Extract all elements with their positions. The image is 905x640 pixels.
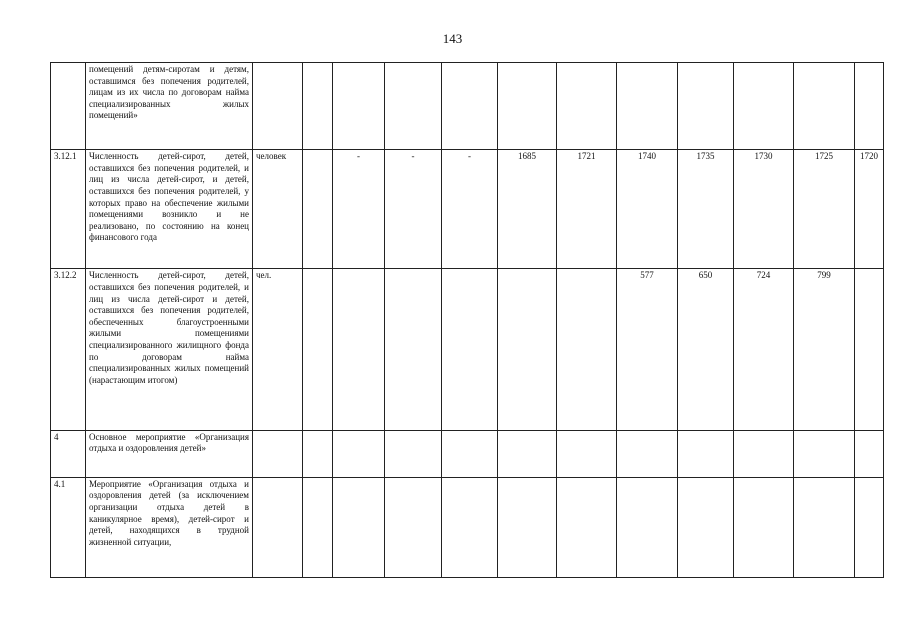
value-cell: - <box>333 150 385 269</box>
value-cell <box>557 430 617 477</box>
table-row <box>51 269 884 430</box>
empty-cell <box>303 430 333 477</box>
table-row <box>51 63 884 150</box>
value-cell: 1725 <box>794 150 855 269</box>
value-cell: 1721 <box>557 150 617 269</box>
value-cell <box>678 63 734 150</box>
value-cell <box>333 477 385 577</box>
value-cell: 650 <box>678 269 734 430</box>
value-cell <box>442 430 498 477</box>
value-cell <box>855 430 884 477</box>
row-unit-cell: чел. <box>253 269 303 430</box>
value-cell <box>617 477 678 577</box>
row-code-cell: 4 <box>51 430 86 477</box>
value-cell <box>498 430 557 477</box>
row-unit-cell: человек <box>253 150 303 269</box>
value-cell <box>557 477 617 577</box>
empty-cell <box>303 477 333 577</box>
value-cell <box>855 269 884 430</box>
value-cell: 577 <box>617 269 678 430</box>
value-cell <box>442 477 498 577</box>
value-cell <box>333 63 385 150</box>
row-code-cell: 3.12.1 <box>51 150 86 269</box>
value-cell <box>557 269 617 430</box>
value-cell <box>385 63 442 150</box>
value-cell: 1720 <box>855 150 884 269</box>
value-cell <box>498 269 557 430</box>
value-cell <box>734 430 794 477</box>
row-description-cell: помещений детям-сиротам и детям, оставшимся без попечения родителей, лицам из их числа по договорам найма специализированных жилых помещений» <box>86 63 253 150</box>
row-code-cell: 4.1 <box>51 477 86 577</box>
row-code-cell <box>51 63 86 150</box>
value-cell <box>385 477 442 577</box>
row-unit-cell <box>253 477 303 577</box>
value-cell <box>794 63 855 150</box>
value-cell: - <box>385 150 442 269</box>
empty-cell <box>303 63 333 150</box>
empty-cell <box>303 269 333 430</box>
value-cell <box>794 477 855 577</box>
value-cell <box>734 477 794 577</box>
value-cell: - <box>442 150 498 269</box>
value-cell <box>333 269 385 430</box>
row-description-cell: Численность детей-сирот, детей, оставшихся без попечения родителей, и лиц из числа детей-сирот, и детей, оставшихся без попечения родителей, у которых право на обеспечение жилыми помещениями возникло и не реализовано, по состоянию на конец финансового года <box>86 150 253 269</box>
value-cell <box>855 63 884 150</box>
row-description-cell: Мероприятие «Организация отдыха и оздоровления детей (за исключением организации отдыха детей в каникулярное время), детей-сирот и детей, находящихся в трудной жизненной ситуации, <box>86 477 253 577</box>
value-cell <box>855 477 884 577</box>
value-cell <box>498 477 557 577</box>
page-number: 143 <box>442 31 463 46</box>
value-cell: 1685 <box>498 150 557 269</box>
value-cell: 799 <box>794 269 855 430</box>
value-cell: 1740 <box>617 150 678 269</box>
value-cell <box>385 430 442 477</box>
table-row <box>51 430 884 477</box>
table-row <box>51 150 884 269</box>
value-cell <box>617 430 678 477</box>
value-cell <box>557 63 617 150</box>
value-cell: 1735 <box>678 150 734 269</box>
value-cell: 724 <box>734 269 794 430</box>
row-description-cell: Основное мероприятие «Организация отдыха и оздоровления детей» <box>86 430 253 477</box>
value-cell <box>617 63 678 150</box>
row-code-cell: 3.12.2 <box>51 269 86 430</box>
value-cell: 1730 <box>734 150 794 269</box>
value-cell <box>385 269 442 430</box>
value-cell <box>678 477 734 577</box>
value-cell <box>734 63 794 150</box>
empty-cell <box>303 150 333 269</box>
value-cell <box>442 269 498 430</box>
table-row <box>51 477 884 577</box>
row-description-cell: Численность детей-сирот, детей, оставшихся без попечения родителей, и лиц из числа детей-сирот и детей, оставшихся без попечения родителей, обеспеченных благоустроенными жилыми помещениями специализированного жилищного фонда по договорам найма специализированных жилых помещений (нарастающим итогом) <box>86 269 253 430</box>
value-cell <box>678 430 734 477</box>
value-cell <box>794 430 855 477</box>
value-cell <box>333 430 385 477</box>
row-unit-cell <box>253 430 303 477</box>
value-cell <box>442 63 498 150</box>
indicators-table <box>50 62 884 578</box>
value-cell <box>498 63 557 150</box>
row-unit-cell <box>253 63 303 150</box>
